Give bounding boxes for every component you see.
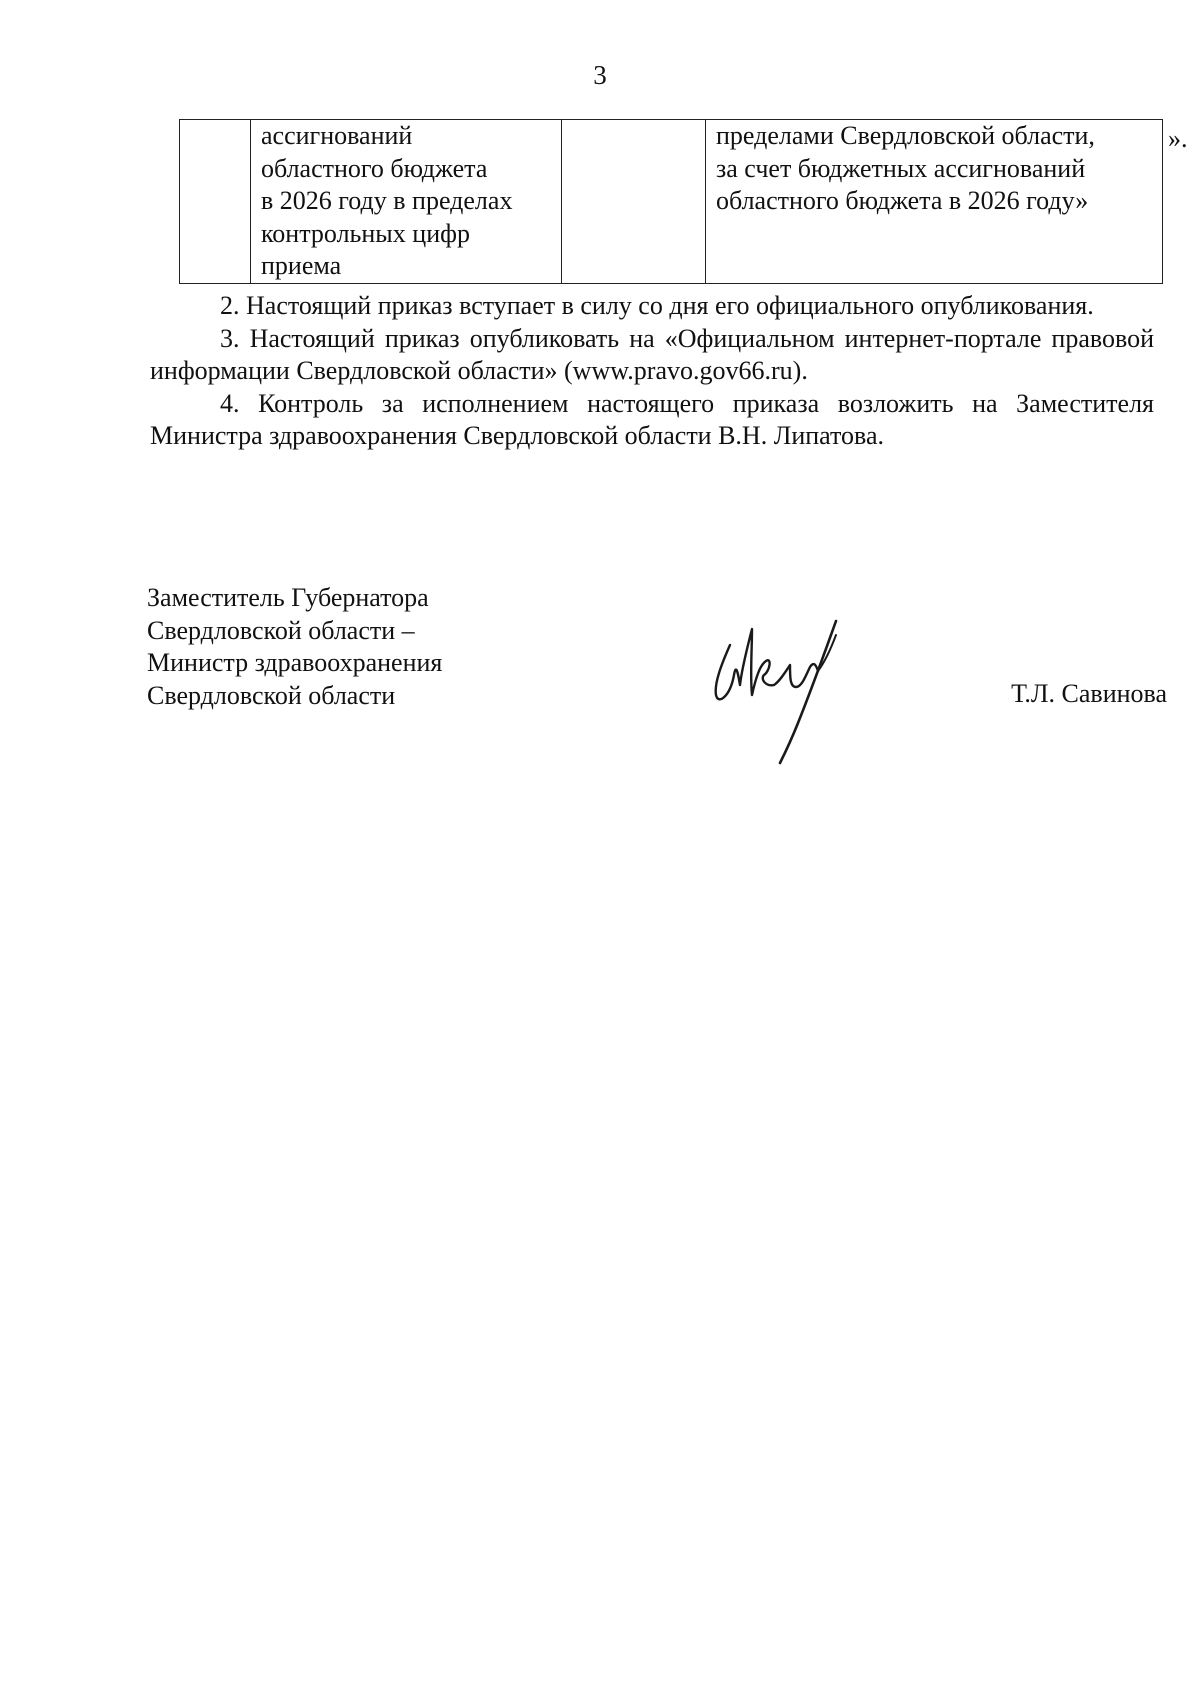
paragraph-effective-date: 2. Настоящий приказ вступает в силу со дня его официального опубликования.: [220, 291, 1094, 320]
table-cell-description: [251, 120, 562, 284]
table-row: [180, 120, 1163, 284]
continuation-table-wrapper: [179, 119, 1163, 284]
cell-text-line: приема: [261, 251, 342, 280]
table-cell-empty: [562, 120, 706, 284]
page-number: 3: [593, 60, 607, 90]
order-paragraphs: [150, 290, 1154, 453]
closing-quote: ».: [1168, 124, 1188, 153]
cell-text-line: в 2026 году в пределах: [261, 186, 513, 215]
signer-position-line: Заместитель Губернатора: [147, 583, 429, 612]
cell-text-line: за счет бюджетных ассигнований: [716, 153, 1086, 183]
handwritten-signature: [700, 615, 860, 765]
cell-text-line: областного бюджета в 2026 году»: [716, 186, 1089, 215]
signer-name: Т.Л. Савинова: [1011, 679, 1167, 708]
cell-text-line: контрольных цифр: [261, 218, 470, 248]
signer-position: [147, 582, 442, 712]
cell-text-line: ассигнований: [261, 121, 413, 150]
signer-position-line: Свердловской области: [147, 680, 396, 710]
table-cell-number: [180, 120, 251, 284]
paragraph-control: 4. Контроль за исполнением настоящего приказа возложить на Заместителя Министра здравоохранения Свердловской области В.Н. Липатова.: [150, 388, 1154, 450]
signer-position-line: Министр здравоохранения: [147, 648, 443, 677]
cell-text-line: пределами Свердловской области,: [716, 121, 1095, 150]
cell-text-line: областного бюджета: [261, 153, 488, 183]
paragraph-publication: 3. Настоящий приказ опубликовать на «Официальном интернет-портале правовой информации Свердловской области» (www.pravo.gov66.ru).: [150, 323, 1154, 385]
continuation-table: [179, 119, 1163, 284]
signer-position-line: Свердловской области –: [147, 615, 415, 645]
table-cell-conditions: [706, 120, 1163, 284]
